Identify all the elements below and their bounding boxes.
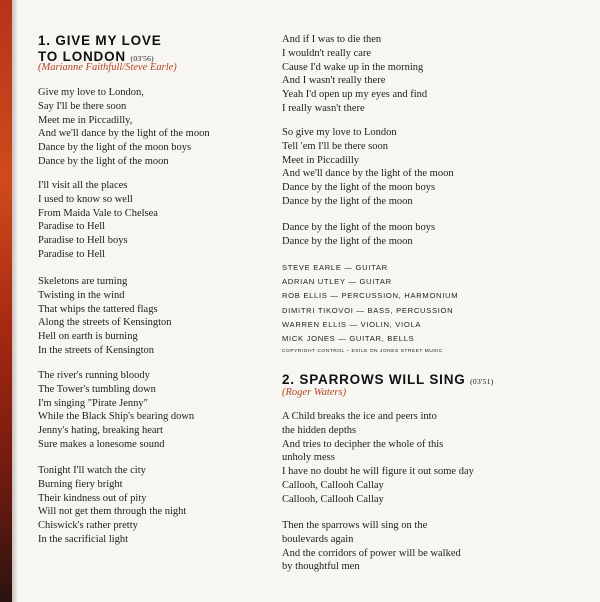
lyric-stanza xyxy=(282,33,427,116)
song1-duration: (03'56) xyxy=(130,54,154,63)
song1-title-line2: TO LONDON xyxy=(38,49,126,64)
copyright-notice: COPYRIGHT CONTROL – EXILE ON JONES STREET MUSIC xyxy=(282,349,443,355)
spine-shadow xyxy=(12,0,18,602)
personnel-line: STEVE EARLE — GUITAR xyxy=(282,263,388,272)
lyric-line: Will not get them through the night xyxy=(38,506,187,518)
lyric-line: boulevards again xyxy=(282,533,354,545)
lyric-line: And we'll dance by the light of the moon xyxy=(282,168,454,180)
lyric-line: From Maida Vale to Chelsea xyxy=(38,207,158,219)
lyric-line: Dance by the light of the moon xyxy=(38,155,169,167)
song2-credit: (Roger Waters) xyxy=(282,387,347,398)
lyric-line: That whips the tattered flags xyxy=(38,303,158,315)
lyric-line: And we'll dance by the light of the moon xyxy=(38,128,210,140)
lyric-line: So give my love to London xyxy=(282,127,397,138)
lyric-line: And the corridors of power will be walked xyxy=(282,547,461,559)
lyric-line: I wouldn't really care xyxy=(282,47,372,59)
lyric-line: Cause I'd wake up in the morning xyxy=(282,61,424,73)
lyric-line: And if I was to die then xyxy=(282,34,382,45)
lyric-line: unholy mess xyxy=(282,452,335,464)
lyric-line: Dance by the light of the moon xyxy=(282,195,413,207)
lyric-line: Dance by the light of the moon boys xyxy=(282,182,436,194)
lyric-line: Then the sparrows will sing on the xyxy=(282,520,428,531)
lyric-line: In the sacrificial light xyxy=(38,533,129,545)
lyric-line: Meet in Piccadilly xyxy=(282,154,359,166)
lyric-stanza xyxy=(282,519,461,574)
lyric-stanza xyxy=(38,86,210,169)
personnel-line: ROB ELLIS — PERCUSSION, HARMONIUM xyxy=(282,291,459,301)
lyric-line: I really wasn't there xyxy=(282,102,365,114)
personnel-credits xyxy=(282,261,458,357)
lyric-stanza xyxy=(282,410,474,507)
lyric-line: Paradise to Hell boys xyxy=(38,235,128,247)
lyric-line: The river's running bloody xyxy=(38,370,150,381)
song2-duration: (03'51) xyxy=(470,377,494,386)
lyric-line: Tonight I'll watch the city xyxy=(38,465,146,476)
lyric-line: Callooh, Callooh Callay xyxy=(282,479,384,491)
lyric-line: In the streets of Kensington xyxy=(38,344,155,356)
lyric-stanza xyxy=(38,275,172,358)
lyric-line: Tell 'em I'll be there soon xyxy=(282,140,388,152)
lyric-line: A Child breaks the ice and peers into xyxy=(282,411,437,422)
personnel-line: WARREN ELLIS — VIOLIN, VIOLA xyxy=(282,319,422,329)
lyric-line: Meet me in Piccadilly, xyxy=(38,114,133,126)
lyric-stanza xyxy=(38,179,158,262)
lyric-line: Burning fiery bright xyxy=(38,478,123,490)
lyric-line: Chiswick's rather pretty xyxy=(38,520,138,532)
lyric-line: Give my love to London, xyxy=(38,87,144,98)
lyric-line: While the Black Ship's bearing down xyxy=(38,411,195,423)
personnel-line: MICK JONES — GUITAR, BELLS xyxy=(282,334,415,344)
lyric-line: Paradise to Hell xyxy=(38,248,106,260)
song1-credit: (Marianne Faithfull/Steve Earle) xyxy=(38,62,177,73)
song2-title-text: 2. SPARROWS WILL SING xyxy=(282,372,466,387)
lyric-line: I have no doubt he will figure it out some day xyxy=(282,466,474,478)
lyric-line: Say I'll be there soon xyxy=(38,100,127,112)
lyric-line: Twisting in the wind xyxy=(38,289,125,301)
lyric-line: I used to know so well xyxy=(38,193,133,205)
lyric-line: Dance by the light of the moon boys xyxy=(282,222,436,233)
lyric-line: Along the streets of Kensington xyxy=(38,317,172,329)
lyric-line: Callooh, Callooh Callay xyxy=(282,493,384,505)
lyric-line: And tries to decipher the whole of this xyxy=(282,438,444,450)
lyric-line: Yeah I'd open up my eyes and find xyxy=(282,89,428,101)
lyric-line: Dance by the light of the moon xyxy=(282,235,413,247)
lyric-line: Skeletons are turning xyxy=(38,276,128,287)
lyric-line: Their kindness out of pity xyxy=(38,492,147,504)
song1-title-line1: 1. GIVE MY LOVE xyxy=(38,33,162,48)
lyric-line: Sure makes a lonesome sound xyxy=(38,438,165,450)
lyric-stanza xyxy=(38,464,186,547)
lyric-line: Paradise to Hell xyxy=(38,221,106,233)
personnel-line: ADRIAN UTLEY — GUITAR xyxy=(282,277,392,287)
lyric-stanza xyxy=(38,369,194,452)
lyric-line: I'm singing "Pirate Jenny" xyxy=(38,397,148,409)
personnel-line: DIMITRI TIKOVOI — BASS, PERCUSSION xyxy=(282,305,454,315)
lyric-line: Dance by the light of the moon boys xyxy=(38,142,192,154)
lyric-line: the hidden depths xyxy=(282,424,357,436)
lyric-line: I'll visit all the places xyxy=(38,180,128,191)
lyric-line: The Tower's tumbling down xyxy=(38,383,156,395)
red-photo-edge xyxy=(0,0,12,602)
lyric-line: And I wasn't really there xyxy=(282,75,386,87)
lyric-line: Jenny's hating, breaking heart xyxy=(38,425,163,437)
lyric-stanza xyxy=(282,126,454,209)
lyric-line: by thoughtful men xyxy=(282,561,360,573)
lyric-line: Hell on earth is burning xyxy=(38,331,138,343)
lyric-stanza xyxy=(282,221,435,249)
